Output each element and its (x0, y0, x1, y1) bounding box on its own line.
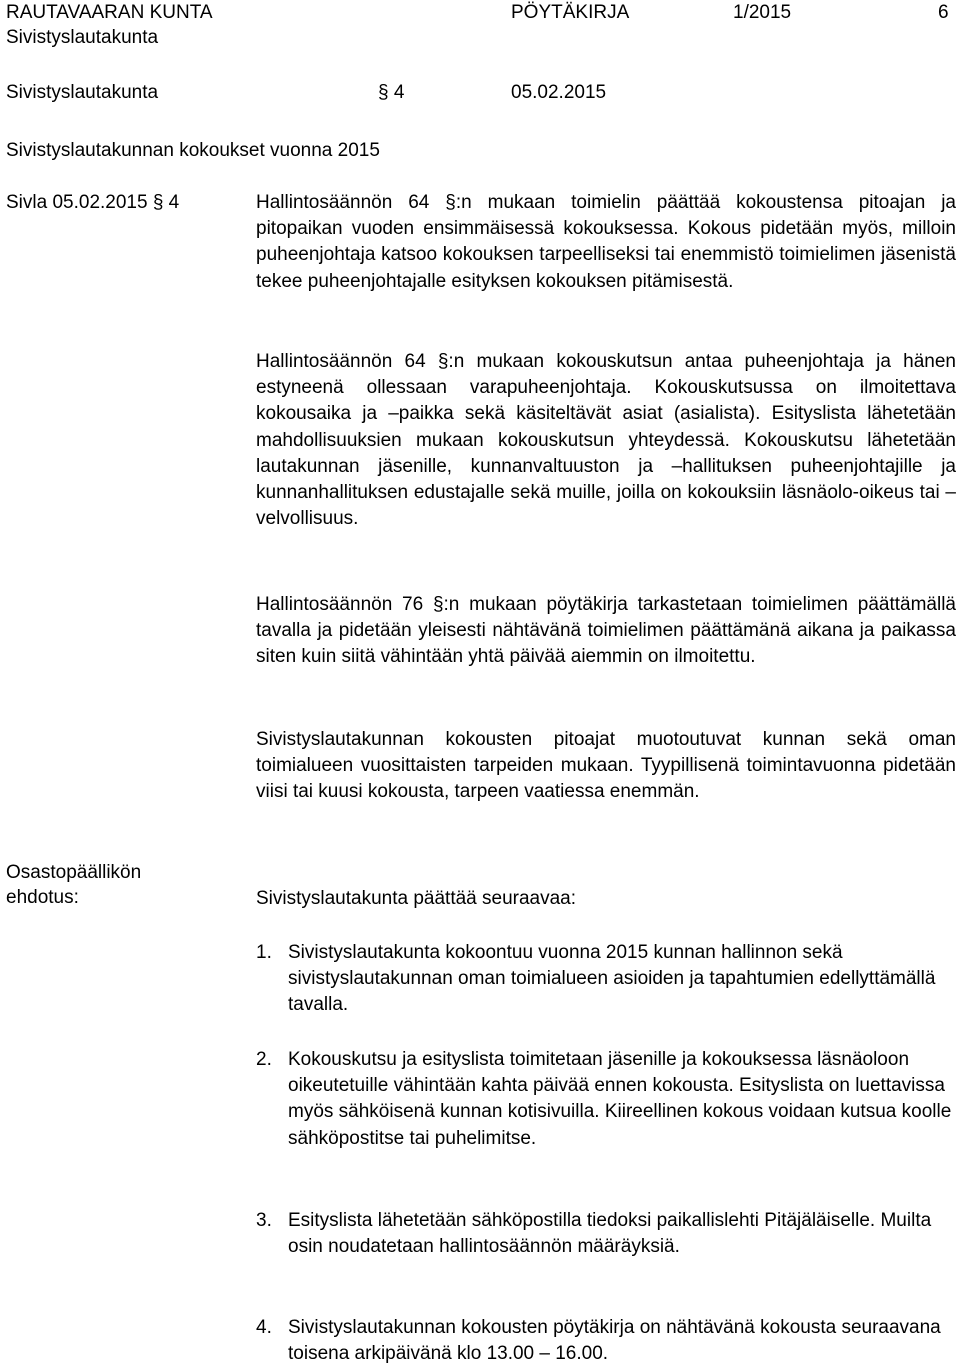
meeting-date: 05.02.2015 (511, 82, 607, 103)
section-reference: Sivla 05.02.2015 § 4 (6, 192, 180, 213)
paragraph-minutes-review: Hallintosäännön 76 §:n mukaan pöytäkirja tarkastetaan toimielimen päättämällä tavalla ja pidetään yleisesti nähtävänä toimielimen päättämänä aikana ja paikassa siten kuin siitä vähintään yhtä päivää aiemmin on ilmoitettu. (256, 594, 956, 668)
document-type: PÖYTÄKIRJA (511, 2, 630, 23)
organization-name: RAUTAVAARAN KUNTA (6, 2, 213, 23)
paragraph-meeting-frequency: Sivistyslautakunnan kokousten pitoajat muotoutuvat kunnan sekä oman toimialueen vuosittaisten tarpeiden mukaan. Tyypillisenä toimintavuonna pidetään viisi tai kuusi kokousta, tarpeen vaatiessa enemmän. (256, 729, 956, 803)
list-item (256, 1047, 956, 1152)
list-item (256, 1208, 956, 1260)
list-item-number: 2. (256, 1049, 272, 1070)
list-item (256, 940, 956, 1019)
proposal-label-line1: Osastopäällikön (6, 862, 142, 883)
list-item-number: 1. (256, 942, 272, 963)
document-number: 1/2015 (733, 2, 792, 23)
list-item (256, 1315, 956, 1367)
page-number: 6 (938, 2, 949, 23)
proposal-intro: Sivistyslautakunta päättää seuraavaa: (256, 888, 577, 909)
paragraph-meeting-invitation: Hallintosäännön 64 §:n mukaan kokouskutsun antaa puheenjohtaja ja hänen estyneenä ollessaan varapuheenjohtaja. Kokouskutsussa on ilmoitettava kokousaika ja –paikka sekä käsiteltävät asiat (asialista). Esityslista lähetetään mahdollisuuksien mukaan kokouskutsun yhteydessä. Kokouskutsu lähetetään lautakunnan jäsenille, kunnanvaltuuston ja –hallituksen puheenjohtajille ja kunnanhallituksen edustajalle sekä muille, joilla on kokouksiin läsnäolo-oikeus tai –velvollisuus. (256, 351, 956, 530)
list-item-number: 4. (256, 1317, 272, 1338)
paragraph-meeting-schedule: Hallintosäännön 64 §:n mukaan toimielin päättää kokoustensa pitoajan ja pitopaikan vuoden ensimmäisessä kokouksessa. Kokous pidetään myös, milloin puheenjohtaja katsoo kokouksen tarpeelliseksi tai enemmistö toimielimen jäsenistä tekee puheenjohtajalle esityksen kokouksen pitämisestä. (256, 192, 956, 292)
list-item-text: Sivistyslautakunta kokoontuu vuonna 2015 kunnan hallinnon sekä sivistyslautakunnan oman toimialueen asioiden ja tapahtumien edellyttämällä tavalla. (288, 942, 936, 1016)
list-item-text: Esityslista lähetetään sähköpostilla tiedoksi paikallislehti Pitäjäläiselle. Muilta osin noudatetaan hallintosäännön määräyksiä. (288, 1210, 932, 1258)
proposal-label-line2: ehdotus: (6, 887, 79, 908)
meeting-body: Sivistyslautakunta (6, 82, 159, 103)
committee-name: Sivistyslautakunta (6, 27, 159, 48)
list-item-text: Sivistyslautakunnan kokousten pöytäkirja on nähtävänä kokousta seuraavana toisena arkipäivänä klo 13.00 – 16.00. (288, 1317, 941, 1365)
section-number: § 4 (378, 82, 405, 103)
page-title: Sivistyslautakunnan kokoukset vuonna 2015 (6, 140, 380, 161)
list-item-text: Kokouskutsu ja esityslista toimitetaan jäsenille ja kokouksessa läsnäoloon oikeutetuille vähintään kahta päivää ennen kokousta. Esityslista on luettavissa myös sähköisenä kunnan kotisivuilla. Kiireellinen kokous voidaan kutsua koolle sähköpostitse tai puhelimitse. (288, 1049, 952, 1149)
proposal-label (6, 860, 141, 910)
list-item-number: 3. (256, 1210, 272, 1231)
